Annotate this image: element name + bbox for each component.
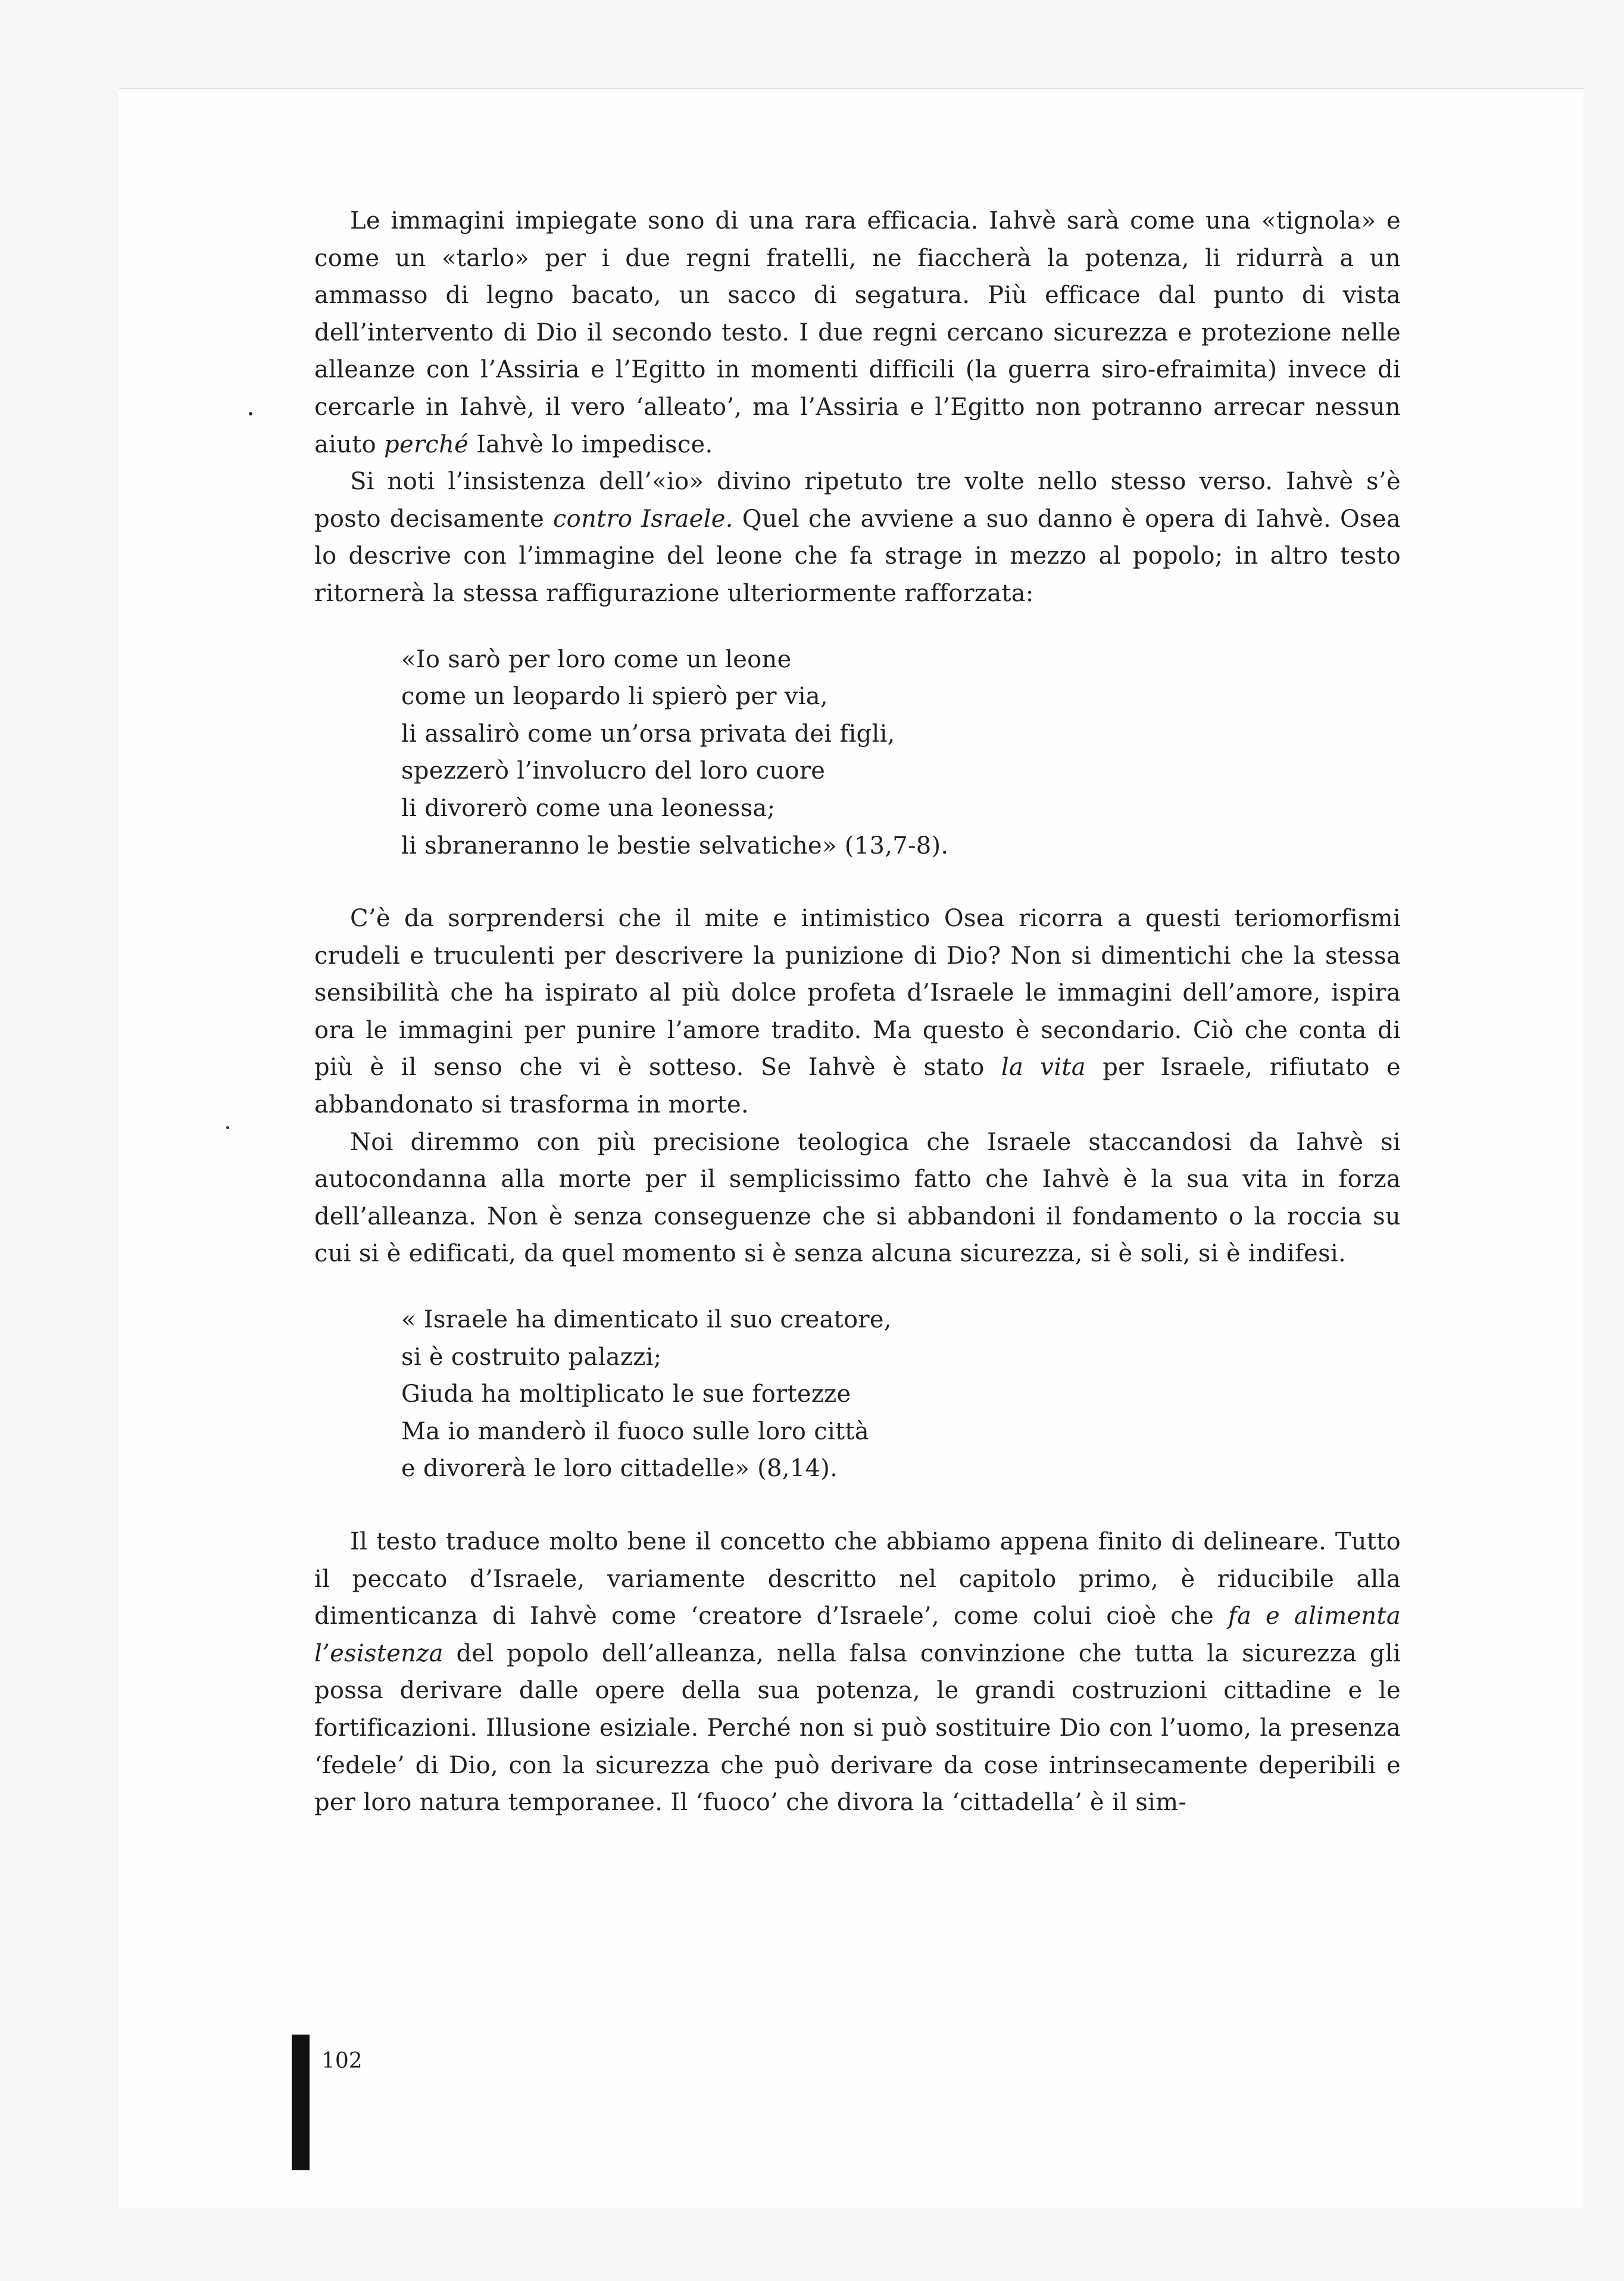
text-section-2 <box>314 900 1401 1273</box>
italic-text: perché <box>384 430 469 458</box>
text-run: Noi diremmo con più precisione teologica che Israele staccandosi da Iahvè si autocondanna alla morte per il semplicissimo fatto che Iahvè è la sua vita in forza dell’alleanza. Non è senza conseguenze che si abbandoni il fondamento o la roccia su cui si è edificati, da quel momento si è senza alcuna sicurezza, si è soli, si è indifesi. <box>314 1128 1401 1268</box>
paragraph <box>314 900 1401 1124</box>
verse-line: come un leopardo li spierò per via, <box>401 683 828 711</box>
scan-speck <box>249 412 252 415</box>
text-run: per Israele, rifiutato e abbandonato si trasforma in morte. <box>314 1054 1401 1119</box>
text-run: C’è da sorprendersi che il mite e intimistico Osea ricorra a questi teriomorfismi crudeli e truculenti per descrivere la punizione di Dio? Non si dimentichi che la stessa sensibilità che ha ispirato al più dolce profeta d’Israele le immagini dell’amore, ispira ora le immagini per punire l’amore tradito. Ma questo è secondario. Ciò che conta di più è il senso che vi è sotteso. Se Iahvè è stato <box>314 905 1401 1082</box>
page-number: 102 <box>321 2049 363 2073</box>
page-number-bar <box>292 2035 310 2170</box>
text-run: Le immagini impiegate sono di una rara efficacia. Iahvè sarà come una «tignola» e come un «tarlo» per i due regni fratelli, ne fiaccherà la potenza, li ridurrà a un ammasso di legno bacato, un sacco di segatura. Più efficace dal punto di vista dell’intervento di Dio il secondo testo. I due regni cercano sicurezza e protezione nelle alleanze con l’Assiria e l’Egitto in momenti difficili (la guerra siro-efraimita) invece di cercarle in Iahvè, il vero ‘alleato’, ma l’Assiria e l’Egitto non potranno arrecar nessun aiuto <box>314 207 1401 458</box>
italic-text: contro Israele. <box>552 505 733 533</box>
italic-text: fa e alimenta l’esistenza <box>314 1602 1401 1667</box>
verse-line: si è costruito palazzi; <box>401 1343 662 1371</box>
paragraph <box>314 1523 1401 1821</box>
verse-line: li assalirò come un’orsa privata dei figli, <box>401 720 895 748</box>
verse-line: spezzerò l’involucro del loro cuore <box>401 757 826 785</box>
verse-quote-1 <box>401 641 1401 865</box>
paragraph <box>314 202 1401 463</box>
text-section-3 <box>314 1523 1401 1821</box>
text-run: Iahvè lo impedisce. <box>469 430 713 458</box>
paragraph <box>314 1124 1401 1273</box>
text-run: del popolo dell’alleanza, nella falsa convinzione che tutta la sicurezza gli possa derivare dalle opere della sua potenza, le grandi costruzioni cittadine e le fortificazioni. Illusione esiziale. Perché non si può sostituire Dio con l’uomo, la presenza ‘fedele’ di Dio, con la sicurezza che può derivare da cose intrinsecamente deperibili e per loro natura temporanee. Il ‘fuoco’ che divora la ‘cittadella’ è il sim- <box>314 1639 1401 1817</box>
italic-text: la vita <box>1001 1054 1086 1082</box>
text-run: Si noti l’insistenza dell’«io» divino ripetuto tre volte nello stesso verso. Iahvè s’è posto decisamente <box>314 468 1401 533</box>
text-run: Il testo traduce molto bene il concetto che abbiamo appena finito di delineare. Tutto il peccato d’Israele, variamente descritto nel capitolo primo, è riducibile alla dimenticanza di Iahvè come ‘creatore d’Israele’, come colui cioè che <box>314 1528 1401 1630</box>
verse-line: Giuda ha moltiplicato le sue fortezze <box>401 1380 851 1408</box>
paragraph <box>314 463 1401 612</box>
verse-line: e divorerà le loro cittadelle» (8,14). <box>401 1455 838 1483</box>
verse-line: Ma io manderò il fuoco sulle loro città <box>401 1417 869 1445</box>
verse-line: « Israele ha dimenticato il suo creatore, <box>401 1306 892 1334</box>
scan-speck <box>226 1126 229 1129</box>
verse-line: «Io sarò per loro come un leone <box>401 645 792 673</box>
text-section-1 <box>314 202 1401 613</box>
body-text <box>314 202 1401 1821</box>
verse-quote-2 <box>401 1301 1401 1488</box>
verse-line: li divorerò come una leonessa; <box>401 794 776 822</box>
text-run: Quel che avviene a suo danno è opera di Iahvè. Osea lo descrive con l’immagine del leone che fa strage in mezzo al popolo; in altro testo ritornerà la stessa raffigurazione ulteriormente rafforzata: <box>314 505 1401 607</box>
verse-line: li sbraneranno le bestie selvatiche» (13,7-8). <box>401 832 949 860</box>
